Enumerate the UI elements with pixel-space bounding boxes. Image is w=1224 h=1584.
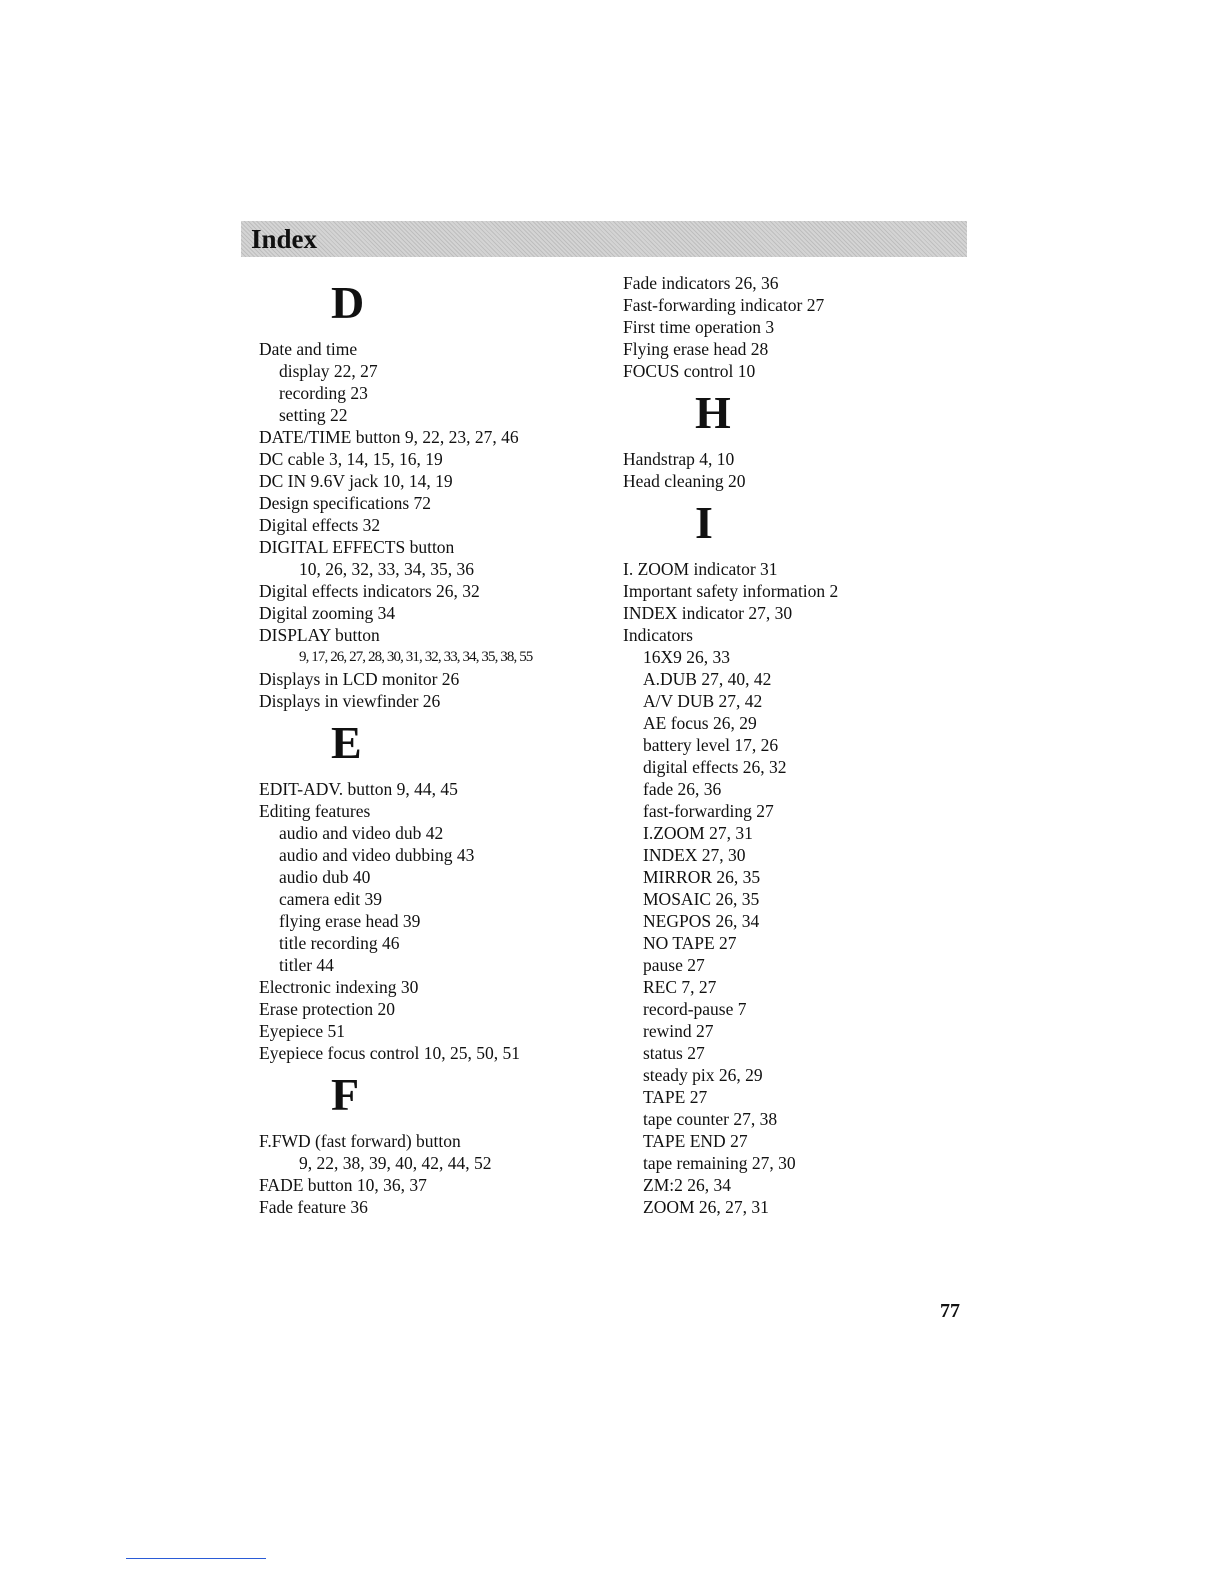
index-subentry: setting 22 <box>279 405 348 425</box>
index-subentry: audio and video dubbing 43 <box>279 845 475 865</box>
index-subentry: TAPE END 27 <box>643 1131 748 1151</box>
index-entry: Erase protection 20 <box>259 999 396 1019</box>
index-entry: DC IN 9.6V jack 10, 14, 19 <box>259 471 453 491</box>
index-subentry: title recording 46 <box>279 933 400 953</box>
index-subentry: battery level 17, 26 <box>643 735 779 755</box>
index-entry: DATE/TIME button 9, 22, 23, 27, 46 <box>259 427 519 447</box>
index-subentry: rewind 27 <box>643 1021 714 1041</box>
index-entry: Editing features <box>259 801 371 821</box>
index-subentry: record-pause 7 <box>643 999 747 1019</box>
index-entry: First time operation 3 <box>623 317 775 337</box>
index-entry: I. ZOOM indicator 31 <box>623 559 778 579</box>
index-subentry: display 22, 27 <box>279 361 378 381</box>
index-header-band <box>241 221 967 257</box>
index-subentry: tape remaining 27, 30 <box>643 1153 796 1173</box>
index-subentry: NEGPOS 26, 34 <box>643 911 760 931</box>
page-number: 77 <box>940 1300 960 1322</box>
index-entry: FADE button 10, 36, 37 <box>259 1175 427 1195</box>
index-entry: Design specifications 72 <box>259 493 432 513</box>
index-subentry: recording 23 <box>279 383 368 403</box>
index-subentry: INDEX 27, 30 <box>643 845 746 865</box>
index-entry: Eyepiece focus control 10, 25, 50, 51 <box>259 1043 520 1063</box>
index-letter-heading: D <box>331 277 365 328</box>
index-entry-continuation: 9, 17, 26, 27, 28, 30, 31, 32, 33, 34, 35, 38, 55 <box>299 649 533 665</box>
index-subentry: tape counter 27, 38 <box>643 1109 778 1129</box>
index-entry: Flying erase head 28 <box>623 339 769 359</box>
index-subentry: fade 26, 36 <box>643 779 722 799</box>
index-entry: Digital effects 32 <box>259 515 381 535</box>
index-entry: Digital zooming 34 <box>259 603 396 623</box>
index-entry: Digital effects indicators 26, 32 <box>259 581 480 601</box>
index-entry: Fade feature 36 <box>259 1197 368 1217</box>
index-subentry: status 27 <box>643 1043 705 1063</box>
index-subentry: audio dub 40 <box>279 867 371 887</box>
index-entry: Head cleaning 20 <box>623 471 746 491</box>
index-subentry: ZOOM 26, 27, 31 <box>643 1197 769 1217</box>
index-subentry: MOSAIC 26, 35 <box>643 889 760 909</box>
index-entry-continuation: 9, 22, 38, 39, 40, 42, 44, 52 <box>299 1153 492 1173</box>
index-subentry: REC 7, 27 <box>643 977 717 997</box>
index-entry: Indicators <box>623 625 693 645</box>
index-subentry: 16X9 26, 33 <box>643 647 731 667</box>
index-letter-heading: E <box>331 717 362 768</box>
index-entry-continuation: 10, 26, 32, 33, 34, 35, 36 <box>299 559 474 579</box>
index-entry: Fast-forwarding indicator 27 <box>623 295 825 315</box>
index-subentry: digital effects 26, 32 <box>643 757 787 777</box>
index-subentry: steady pix 26, 29 <box>643 1065 763 1085</box>
index-entry: Electronic indexing 30 <box>259 977 419 997</box>
index-entry: Fade indicators 26, 36 <box>623 273 779 293</box>
index-entry: DISPLAY button <box>259 625 380 645</box>
footer-rule <box>126 1558 266 1559</box>
index-subentry: titler 44 <box>279 955 334 975</box>
index-entry: Handstrap 4, 10 <box>623 449 735 469</box>
index-subentry: AE focus 26, 29 <box>643 713 757 733</box>
index-letter-heading: F <box>331 1069 360 1120</box>
index-subentry: TAPE 27 <box>643 1087 708 1107</box>
index-subentry: MIRROR 26, 35 <box>643 867 761 887</box>
index-entry: Eyepiece 51 <box>259 1021 345 1041</box>
index-subentry: ZM:2 26, 34 <box>643 1175 731 1195</box>
index-subentry: camera edit 39 <box>279 889 383 909</box>
index-entry: Important safety information 2 <box>623 581 839 601</box>
index-subentry: I.ZOOM 27, 31 <box>643 823 753 843</box>
index-letter-heading: I <box>695 497 713 548</box>
index-entry: DIGITAL EFFECTS button <box>259 537 455 557</box>
index-column-right <box>623 272 953 1218</box>
index-entry: INDEX indicator 27, 30 <box>623 603 793 623</box>
index-entry: EDIT-ADV. button 9, 44, 45 <box>259 779 458 799</box>
index-subentry: NO TAPE 27 <box>643 933 737 953</box>
index-subentry: audio and video dub 42 <box>279 823 444 843</box>
index-subentry: flying erase head 39 <box>279 911 421 931</box>
index-subentry: pause 27 <box>643 955 705 975</box>
index-subentry: fast-forwarding 27 <box>643 801 774 821</box>
index-subentry: A/V DUB 27, 42 <box>643 691 763 711</box>
index-entry: F.FWD (fast forward) button <box>259 1131 461 1151</box>
index-entry: Displays in LCD monitor 26 <box>259 669 460 689</box>
index-entry: Displays in viewfinder 26 <box>259 691 441 711</box>
index-entry: FOCUS control 10 <box>623 361 756 381</box>
page-title: Index <box>251 224 318 254</box>
index-letter-heading: H <box>695 387 731 438</box>
index-subentry: A.DUB 27, 40, 42 <box>643 669 772 689</box>
index-entry: DC cable 3, 14, 15, 16, 19 <box>259 449 443 469</box>
index-column-left <box>259 272 609 1218</box>
index-entry: Date and time <box>259 339 358 359</box>
